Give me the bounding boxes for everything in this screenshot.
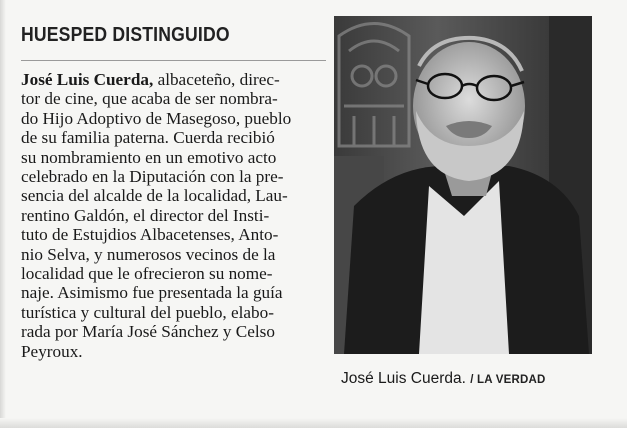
scan-edge-bottom [0,418,627,428]
body-line: naje. Asimismo fue presentada la guía [21,283,283,303]
body-line: Peyroux. [21,341,83,361]
photo-credit: / LA VERDAD [470,374,546,386]
body-line: de su familia paterna. Cuerda recibió [21,128,275,148]
photo-caption [341,370,546,388]
body-line: tuto de Estujdios Albacetenses, Anto- [21,225,279,245]
body-line: do Hijo Adoptivo de Masegoso, pueblo [21,108,292,128]
body-line: turística y cultural del pueblo, elabo- [21,302,274,322]
body-line: nio Selva, y numerosos vecinos de la [21,244,276,264]
body-line: rada por María José Sánchez y Celso [21,322,275,342]
caption-text: José Luis Cuerda. [341,370,466,387]
body-line: su nombramiento en un emotivo acto [21,147,277,167]
portrait-photo [334,16,592,354]
heading-rule [21,60,326,61]
scan-edge-left [0,0,6,428]
person-name: José Luis Cuerda, [21,70,154,89]
body-line: rentino Galdón, el director del Insti- [21,205,270,225]
article-heading: HUESPED DISTINGUIDO [21,24,230,46]
body-line: sencia del alcalde de la localidad, Lau- [21,186,288,206]
article-body [21,70,341,361]
body-line: celebrado en la Diputación con la pre- [21,167,284,187]
body-line-text: albaceteño, direc- [153,70,280,89]
body-line [21,70,341,89]
body-line: localidad que le ofrecieron su nome- [21,264,273,284]
portrait-illustration [334,16,592,354]
body-line: tor de cine, que acaba de ser nombra- [21,89,278,109]
